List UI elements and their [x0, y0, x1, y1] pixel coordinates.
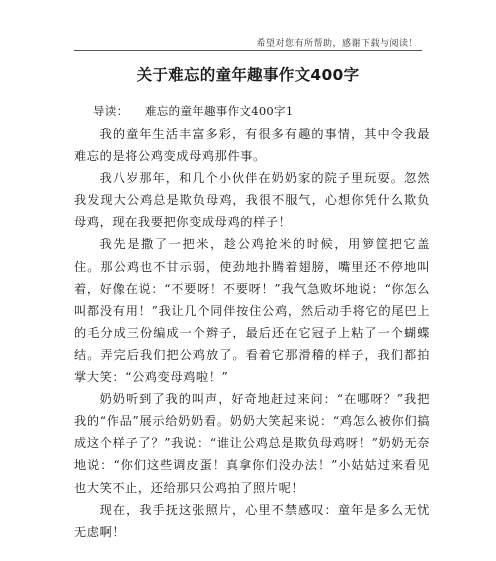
header-divider: [74, 50, 422, 51]
paragraph-2: 我八岁那年，和几个小伙伴在奶奶家的院子里玩耍。忽然我发现大公鸡总是欺负母鸡，我很不服气，心想你凭什么欺负母鸡，现在我要把你变成母鸡的样子！: [74, 171, 430, 230]
lead-line: [93, 103, 293, 119]
document-body: [74, 123, 430, 543]
paragraph-5: 现在，我手抚这张照片，心里不禁感叹：童年是多么无忧无虑啊！: [74, 502, 430, 539]
paragraph-3: 我先是撒了一把米，趁公鸡抢米的时候，用箩筐把它盖住。那公鸡也不甘示弱，使劲地扑腾着翅膀，嘴里还不停地叫着，好像在说：“不要呀！不要呀！”我气急败坏地说：“你怎么叫都没有用！”我让几个同伴按住公鸡，然后动手将它的尾巴上的毛分成三份编成一个辫子，最后还在它冠子上粘了一个蝴蝶结。弄完后我们把公鸡放了。看着它那滑稽的样子，我们都拍掌大笑：“公鸡变母鸡啦！”: [74, 237, 430, 385]
lead-label: 导读：: [93, 104, 129, 118]
header-note: 希望对您有所帮助，感谢下载与阅读！: [256, 39, 418, 49]
paragraph-4: 奶奶听到了我的叫声，好奇地赶过来问：“在哪呀？”我把我的“作品”展示给奶奶看。奶奶大笑起来说：“鸡怎么被你们搞成这个样子了？”我说：“谁让公鸡总是欺负母鸡呀！”奶奶无奈地说：“你们这些调皮蛋！真拿你们没办法！”小姑姑过来看见也大笑不止，还给那只公鸡拍了照片呢！: [74, 392, 430, 495]
document-title: 关于难忘的童年趣事作文400字: [136, 66, 360, 84]
lead-text: 难忘的童年趣事作文400字1: [145, 104, 294, 118]
paragraph-1: 我的童年生活丰富多彩，有很多有趣的事情，其中令我最难忘的是将公鸡变成母鸡那件事。: [74, 127, 430, 164]
